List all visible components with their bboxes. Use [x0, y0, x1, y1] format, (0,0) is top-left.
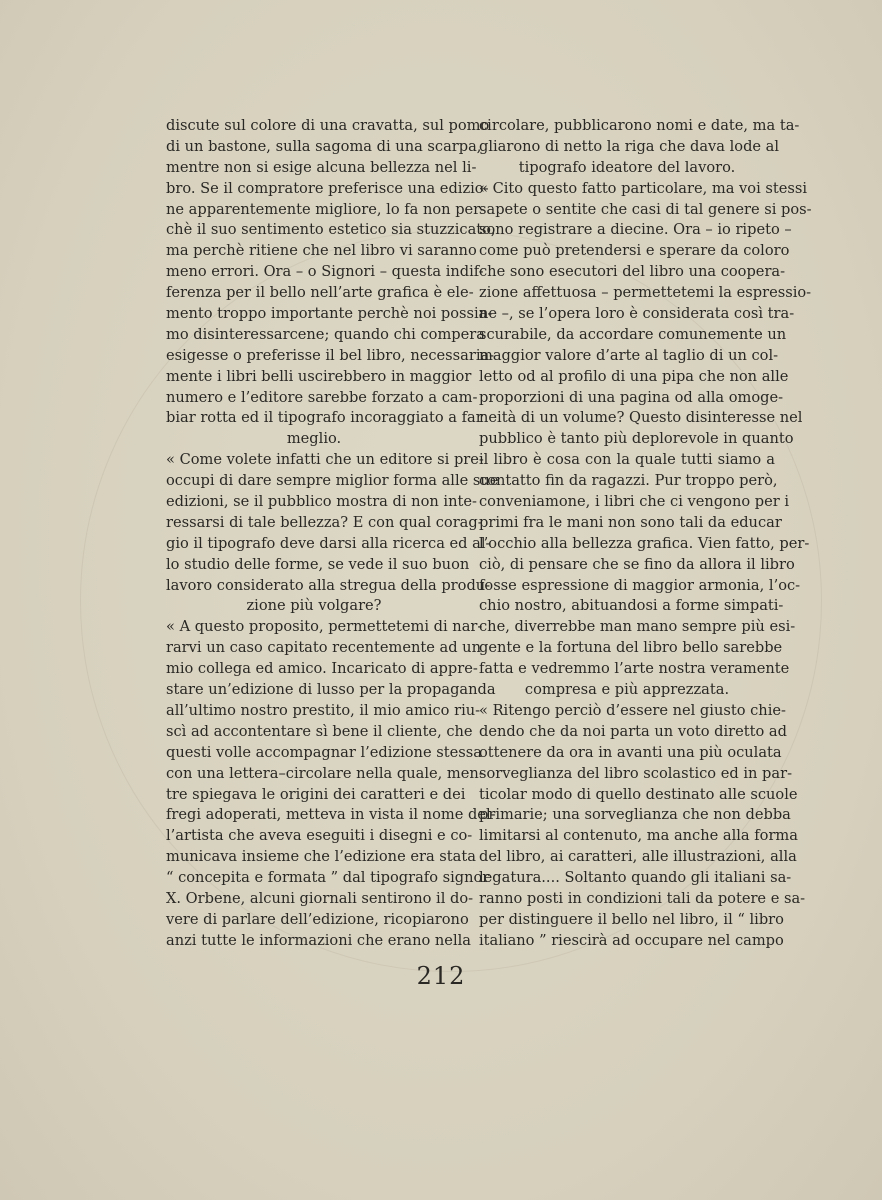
text-line: edizioni, se il pubblico mostra di non inte-: [166, 493, 477, 511]
text-line: l’artista che aveva eseguiti i disegni e co-: [166, 827, 473, 845]
text-line: neità di un volume? Questo disinteresse nel: [479, 409, 803, 427]
text-line: mento troppo importante perchè noi possia-: [166, 305, 493, 323]
text-line: gio il tipografo deve darsi alla ricerca ed al-: [166, 534, 491, 552]
text-line: che, diverrebbe man mano sempre più esi-: [479, 618, 796, 636]
text-line: del libro, ai caratteri, alle illustrazioni, alla: [479, 848, 797, 866]
text-line: italiano ” riescirà ad occupare nel campo: [479, 931, 784, 949]
text-line: con una lettera–circolare nella quale, men-: [166, 764, 484, 782]
text-line: « Come volete infatti che un editore si pre-: [166, 451, 484, 469]
text-line: per distinguere il bello nel libro, il “ libro: [479, 910, 784, 928]
text-line: all’ultimo nostro prestito, il mio amico riu-: [166, 701, 481, 719]
text-line: municava insieme che l’edizione era stata: [166, 848, 476, 866]
text-line: dendo che da noi parta un voto diretto ad: [479, 722, 787, 740]
text-line: proporzioni di una pagina od alla omoge-: [479, 388, 784, 406]
text-line: il libro è cosa con la quale tutti siamo a: [479, 451, 775, 469]
text-line: stare un’edizione di lusso per la propaganda: [166, 681, 496, 699]
text-line: mo disinteressarcene; quando chi compera: [166, 325, 485, 343]
text-line: numero e l’editore sarebbe forzato a cam-: [166, 388, 478, 406]
text-line: meglio.: [286, 430, 342, 448]
text-line: tipografo ideatore del lavoro.: [518, 158, 736, 176]
text-line: ticolar modo di quello destinato alle scuole: [479, 785, 798, 803]
text-line: di un bastone, sulla sagoma di una scarpa,: [166, 137, 482, 155]
text-line: ma perchè ritiene che nel libro vi saranno: [166, 242, 477, 260]
text-line: ranno posti in condizioni tali da potere e sa-: [479, 889, 806, 907]
text-line: lavoro considerato alla stregua della produ-: [166, 576, 491, 594]
text-line: X. Orbene, alcuni giornali sentirono il do-: [166, 889, 474, 907]
text-line: l’occhio alla bellezza grafica. Vien fatto, per-: [479, 534, 810, 552]
page-number: 212: [416, 962, 466, 990]
text-line: ne apparentemente migliore, lo fa non per-: [166, 200, 486, 218]
text-line: contatto fin da ragazzi. Pur troppo però,: [479, 472, 778, 490]
text-line: letto od al profilo di una pipa che non alle: [479, 367, 789, 385]
text-line: « Ritengo perciò d’essere nel giusto chie-: [479, 701, 786, 719]
text-line: scì ad accontentare sì bene il cliente, che: [166, 722, 473, 740]
text-line: occupi di dare sempre miglior forma alle sue: [166, 472, 499, 490]
right-text-column: [479, 116, 812, 952]
text-line: maggior valore d’arte al taglio di un col-: [479, 346, 779, 364]
text-line: ferenza per il bello nell’arte grafica è ele-: [166, 284, 474, 302]
text-line: tre spiegava le origini dei caratteri e dei: [166, 785, 466, 803]
text-line: che sono esecutori del libro una coopera-: [479, 263, 786, 281]
text-line: zione più volgare?: [246, 597, 382, 615]
text-line: anzi tutte le informazioni che erano nella: [166, 931, 471, 949]
text-line: fregi adoperati, metteva in vista il nome del-: [166, 806, 496, 824]
text-line: fosse espressione di maggior armonia, l’oc-: [479, 576, 801, 594]
text-line: scurabile, da accordare comunemente un: [479, 325, 787, 343]
text-line: circolare, pubblicarono nomi e date, ma ta-: [479, 117, 800, 134]
text-line: ottenere da ora in avanti una più oculata: [479, 743, 782, 761]
text-line: mente i libri belli uscirebbero in maggior: [166, 367, 472, 385]
text-line: gliarono di netto la riga che dava lode al: [479, 137, 780, 155]
text-line: ressarsi di tale bellezza? E con qual corag-: [166, 513, 483, 531]
text-line: chio nostro, abituandosi a forme simpati-: [479, 597, 784, 615]
text-line: esigesse o preferisse il bel libro, necessaria-: [166, 346, 495, 364]
text-line: bro. Se il compratore preferisce una edizio-: [166, 179, 489, 197]
text-line: compresa e più apprezzata.: [524, 681, 730, 699]
text-line: ciò, di pensare che se fino da allora il libro: [479, 555, 795, 573]
text-line: « A questo proposito, permettetemi di nar-: [166, 618, 483, 636]
text-line: discute sul colore di una cravatta, sul pomo: [166, 117, 490, 134]
text-line: conveniamone, i libri che ci vengono per i: [479, 493, 790, 511]
text-line: mentre non si esige alcuna bellezza nel li-: [166, 158, 477, 176]
text-line: vere di parlare dell’edizione, ricopiarono: [166, 910, 469, 928]
text-line: come può pretendersi e sperare da coloro: [479, 242, 790, 260]
text-line: sapete o sentite che casi di tal genere si pos-: [479, 200, 812, 218]
text-line: lo studio delle forme, se vede il suo buon: [166, 555, 470, 573]
text-line: biar rotta ed il tipografo incoraggiato a far: [166, 409, 483, 427]
text-line: « Cito questo fatto particolare, ma voi stessi: [479, 179, 808, 197]
text-line: “ concepita e formata ” dal tipografo signor: [166, 869, 490, 887]
text-line: chè il suo sentimento estetico sia stuzzicato,: [166, 221, 496, 239]
text-line: pubblico è tanto più deplorevole in quanto: [479, 430, 794, 448]
text-line: sono registrare a diecine. Ora – io ripeto –: [479, 221, 792, 239]
text-line: gente e la fortuna del libro bello sarebbe: [479, 639, 783, 657]
text-line: ne –, se l’opera loro è considerata così tra-: [479, 305, 795, 323]
text-line: meno errori. Ora – o Signori – questa indif-: [166, 263, 484, 281]
left-text-column: [166, 116, 499, 952]
text-line: primi fra le mani non sono tali da educar: [479, 513, 782, 531]
text-line: rarvi un caso capitato recentemente ad un: [166, 639, 481, 657]
text-line: limitarsi al contenuto, ma anche alla forma: [479, 827, 798, 845]
text-line: mio collega ed amico. Incaricato di appre-: [166, 660, 478, 678]
text-line: primarie; una sorveglianza che non debba: [479, 806, 791, 824]
text-line: zione affettuosa – permettetemi la espressio-: [479, 284, 812, 302]
text-line: legatura.... Soltanto quando gli italiani sa-: [479, 869, 792, 887]
text-line: questi volle accompagnar l’edizione stessa: [166, 743, 482, 761]
text-line: sorveglianza del libro scolastico ed in par-: [479, 764, 793, 782]
text-line: fatta e vedremmo l’arte nostra veramente: [479, 660, 790, 678]
